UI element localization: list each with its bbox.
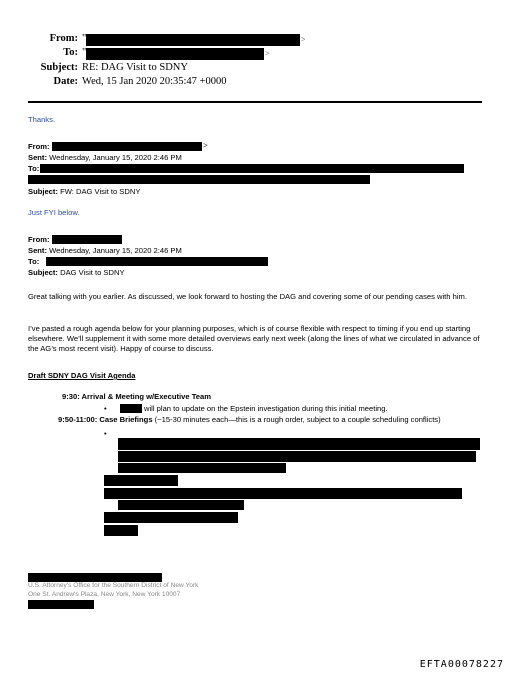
orig-subject-line <box>28 268 125 278</box>
to-label: To: <box>63 47 78 58</box>
fwd-from-gt: > <box>203 141 208 150</box>
redaction-block <box>28 175 370 184</box>
redaction-block <box>104 488 462 499</box>
agenda-item-2-line <box>58 415 441 425</box>
agenda-bullet: • <box>104 404 107 413</box>
redaction-block <box>104 512 238 523</box>
to-value: " <box>82 47 87 58</box>
fwd-subject-label: Subject: <box>28 187 58 196</box>
subject-label: Subject: <box>40 62 78 73</box>
orig-subject-label: Subject: <box>28 268 58 277</box>
fyi-text: Just FYI below. <box>28 208 80 217</box>
to-gt: > <box>265 49 270 58</box>
subject-value: RE: DAG Visit to SDNY <box>82 62 188 73</box>
footer-office: U.S. Attorney's Office for the Southern District of New York <box>28 582 199 589</box>
date-label: Date: <box>53 76 78 87</box>
orig-subject-value: DAG Visit to SDNY <box>60 268 125 277</box>
redaction-block <box>104 475 178 486</box>
body-paragraph-2: I’ve pasted a rough agenda below for your planning purposes, which is of course flexible with respect to timing if you end up starting elsewhere. We’ll supplement it with some more detailed overviews early next week (along the lines of what we circulated in advance of the AG’s most recent visit). Happy of course to discuss. <box>28 324 480 353</box>
footer-address: One St. Andrew's Plaza, New York, New York 10007 <box>28 591 181 598</box>
fwd-from-label: From: <box>28 142 50 151</box>
redaction-block <box>118 451 476 462</box>
redaction-block <box>28 600 94 609</box>
from-value: " <box>82 33 87 44</box>
from-gt: > <box>301 35 306 44</box>
redaction-block <box>52 235 122 244</box>
header-divider <box>28 101 482 103</box>
from-label: From: <box>49 33 78 44</box>
orig-sent-line <box>28 246 182 256</box>
redaction-block <box>86 34 300 46</box>
redaction-block <box>86 48 264 60</box>
fwd-sent-label: Sent: <box>28 153 47 162</box>
agenda-item-2-note: (~15-30 minutes each—this is a rough order, subject to a couple scheduling conflicts) <box>152 415 441 424</box>
fwd-to-label: To: <box>28 164 40 173</box>
redaction-block <box>104 525 138 536</box>
fwd-subject-line <box>28 187 140 197</box>
orig-to-label: To: <box>28 257 40 266</box>
redaction-block <box>118 500 244 510</box>
document-id: EFTA00078227 <box>419 659 504 670</box>
agenda-title: Draft SDNY DAG Visit Agenda <box>28 371 136 380</box>
fwd-sent-line <box>28 153 182 163</box>
agenda-item-1-bullet: will plan to update on the Epstein investigation during this initial meeting. <box>144 404 388 413</box>
orig-sent-value: Wednesday, January 15, 2020 2:46 PM <box>49 246 182 255</box>
redaction-block <box>40 164 464 173</box>
redaction-block <box>118 463 286 473</box>
redaction-block <box>52 142 202 151</box>
orig-from-label: From: <box>28 235 50 244</box>
fwd-sent-value: Wednesday, January 15, 2020 2:46 PM <box>49 153 182 162</box>
date-value: Wed, 15 Jan 2020 20:35:47 +0000 <box>82 76 227 87</box>
agenda-bullet: • <box>104 429 107 438</box>
agenda-item-2-heading: 9:50-11:00: Case Briefings <box>58 415 153 424</box>
body-paragraph-1: Great talking with you earlier. As discussed, we look forward to hosting the DAG and covering some of our pending cases with him. <box>28 292 467 301</box>
reply-text: Thanks. <box>28 115 56 124</box>
agenda-item-1-heading: 9:30: Arrival & Meeting w/Executive Team <box>62 392 211 401</box>
redaction-block <box>118 438 480 450</box>
orig-sent-label: Sent: <box>28 246 47 255</box>
fwd-subject-value: FW: DAG Visit to SDNY <box>60 187 141 196</box>
redaction-block <box>46 257 268 266</box>
redaction-block <box>120 404 142 413</box>
